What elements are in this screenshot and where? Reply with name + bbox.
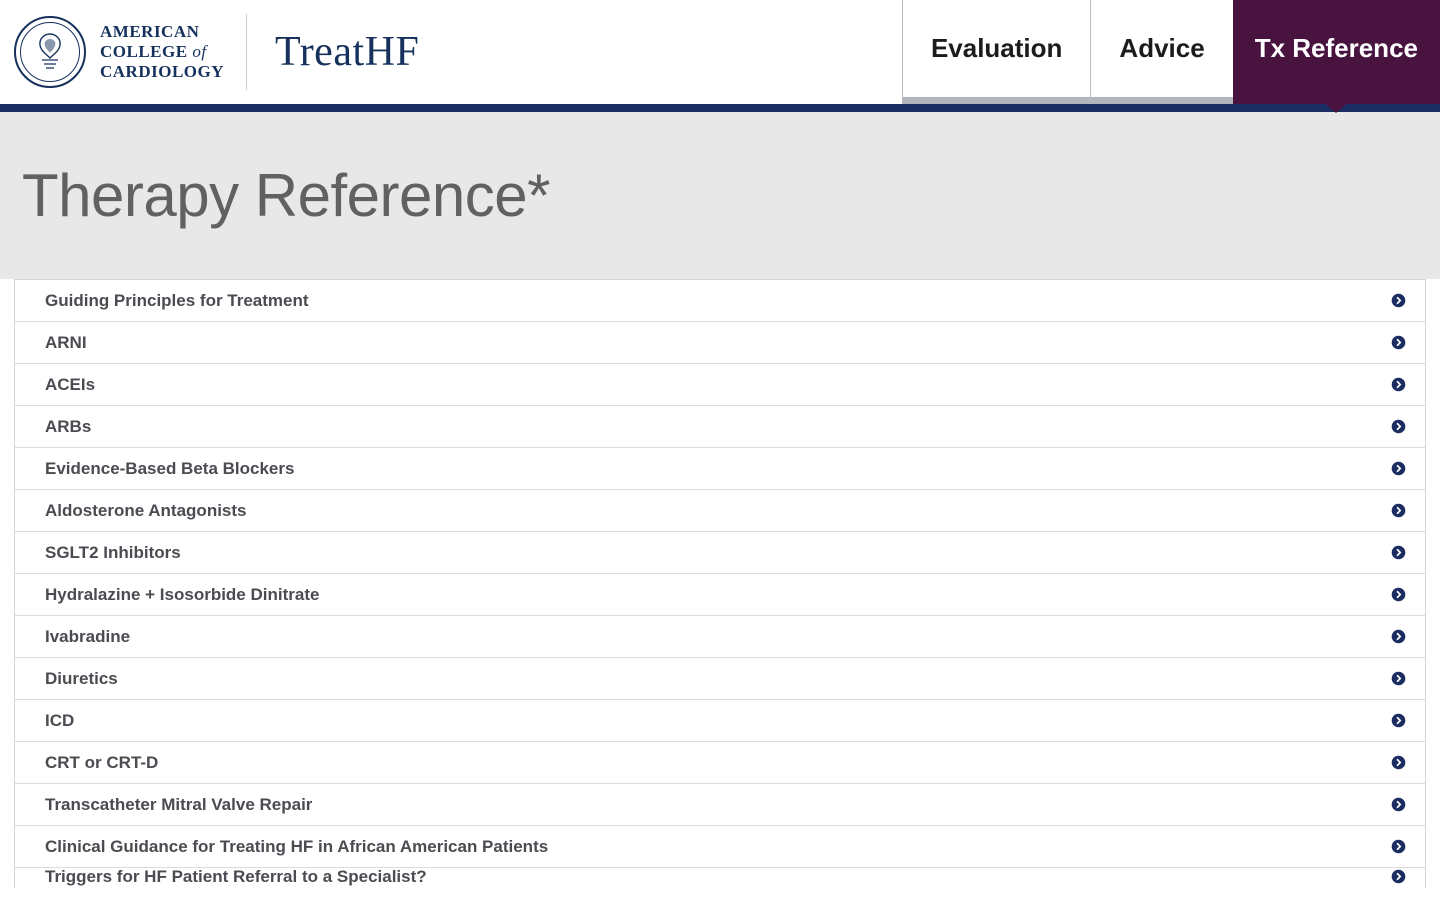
acc-crest-icon — [14, 16, 86, 88]
chevron-right-circle-icon — [1390, 460, 1407, 477]
tab-tx-reference-label: Tx Reference — [1254, 33, 1418, 63]
therapy-list — [14, 279, 1426, 888]
org-line-1: AMERICAN — [100, 21, 200, 41]
header-underline — [0, 104, 1440, 112]
brand-block — [0, 0, 224, 104]
chevron-right-circle-icon — [1390, 292, 1407, 309]
list-item[interactable] — [15, 700, 1425, 742]
tab-evaluation-label: Evaluation — [930, 33, 1063, 63]
tab-tx-reference[interactable] — [1233, 0, 1440, 104]
list-item-label: Clinical Guidance for Treating HF in African American Patients — [45, 836, 549, 856]
chevron-right-circle-icon — [1390, 334, 1407, 351]
list-item[interactable] — [15, 406, 1425, 448]
list-item-label: Transcatheter Mitral Valve Repair — [45, 794, 313, 814]
list-item-label: Ivabradine — [45, 626, 131, 646]
list-item[interactable] — [15, 784, 1425, 826]
list-item[interactable] — [15, 616, 1425, 658]
list-item[interactable] — [15, 364, 1425, 406]
list-item[interactable] — [15, 532, 1425, 574]
list-item[interactable] — [15, 868, 1425, 888]
list-item-label: ARNI — [45, 332, 87, 352]
chevron-right-circle-icon — [1390, 544, 1407, 561]
list-item[interactable] — [15, 826, 1425, 868]
list-item[interactable] — [15, 658, 1425, 700]
chevron-right-circle-icon — [1390, 376, 1407, 393]
page-title-band — [0, 112, 1440, 279]
tab-advice[interactable] — [1090, 0, 1232, 104]
chevron-right-circle-icon — [1390, 502, 1407, 519]
list-item-label: ICD — [45, 710, 75, 730]
chevron-right-circle-icon — [1390, 754, 1407, 771]
list-item[interactable] — [15, 280, 1425, 322]
tab-advice-label: Advice — [1119, 33, 1205, 63]
chevron-right-circle-icon — [1390, 418, 1407, 435]
list-item[interactable] — [15, 490, 1425, 532]
list-item[interactable] — [15, 574, 1425, 616]
page-title: Therapy Reference* — [22, 162, 550, 229]
chevron-right-circle-icon — [1390, 796, 1407, 813]
list-item-label: Diuretics — [45, 668, 118, 688]
org-line-3: CARDIOLOGY — [100, 62, 225, 82]
list-item-label: Aldosterone Antagonists — [45, 500, 247, 520]
list-item[interactable] — [15, 322, 1425, 364]
main-nav — [902, 0, 1440, 104]
chevron-right-circle-icon — [1390, 838, 1407, 855]
list-item-label: ACEIs — [45, 374, 96, 394]
app-header — [0, 0, 1440, 104]
tab-evaluation[interactable] — [902, 0, 1090, 104]
list-item-label: Guiding Principles for Treatment — [45, 290, 309, 310]
list-item-label: SGLT2 Inhibitors — [45, 542, 181, 562]
list-item-label: ARBs — [45, 416, 92, 436]
product-title: TreatHF — [275, 29, 420, 75]
chevron-right-circle-icon — [1390, 712, 1407, 729]
list-item-label: Evidence-Based Beta Blockers — [45, 458, 295, 478]
therapy-list-wrap — [0, 279, 1440, 888]
list-item-label: CRT or CRT-D — [45, 752, 159, 772]
list-item[interactable] — [15, 448, 1425, 490]
list-item-label: Hydralazine + Isosorbide Dinitrate — [45, 584, 320, 604]
chevron-right-circle-icon — [1390, 628, 1407, 645]
org-name — [100, 22, 224, 82]
chevron-right-circle-icon — [1390, 586, 1407, 603]
chevron-right-circle-icon — [1390, 670, 1407, 687]
chevron-right-circle-icon — [1390, 868, 1407, 885]
list-item-label: Triggers for HF Patient Referral to a Specialist? — [45, 868, 427, 886]
org-line-2: COLLEGE of — [100, 41, 207, 61]
list-item[interactable] — [15, 742, 1425, 784]
